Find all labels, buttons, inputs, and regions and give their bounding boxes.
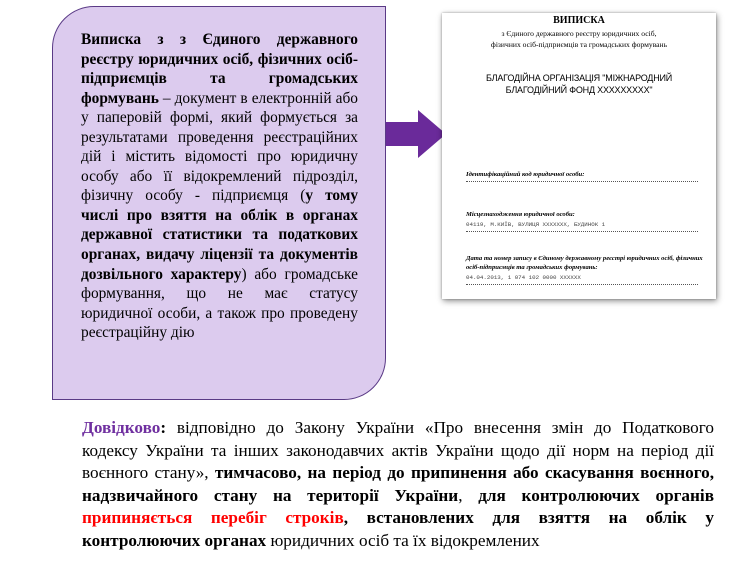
doc-org-line-2: БЛАГОДІЙНИЙ ФОНД ХХХХХХХХХ" [505,85,653,95]
extract-document-image [442,13,716,299]
note-bold-1: тимчасово, на період до припинення або скасування воєнного, надзвичайного стану на території України [82,463,715,505]
note-lead: Довідково [82,418,161,437]
doc-record-value: 04.04.2013, 1 074 102 0000 XXXXXX [466,274,581,281]
note-text-2: , [458,485,479,505]
doc-divider [466,181,698,182]
doc-id-label: Ідентифікаційний код юридичної особи: [466,171,585,178]
callout-text-3: ) або громадське формування, що не має статусу юридичної особи, а також про проведену реєстраційну дію [81,265,358,342]
note-colon: : [160,418,167,437]
definition-callout [52,6,386,400]
right-arrow-icon [386,110,446,158]
callout-text-1: – документ в електронній або у паперовій формі, який формується за результатами проведення реєстраційних дій і містить відомості про юридичну особу або її відокремлений підрозділ, фізичну особу - підприємця ( [81,89,358,205]
callout-bold-2: у тому числі про взяття на облік в органах державної статистики та податкових органах, видачу ліцензії та документів дозвільного характеру [81,187,359,283]
note-text-3: юридичних осіб та їх відокремлених [266,530,540,550]
doc-location-label: Місцезнаходження юридичної особи: [466,211,575,218]
doc-org-line-1: БЛАГОДІЙНА ОРГАНІЗАЦІЯ "МІЖНАРОДНИЙ [485,73,673,83]
doc-subtitle-1: з Єдиного державного реєстру юридичних осіб, [501,29,657,38]
note-red-highlight: припиняється перебіг строків [82,508,344,528]
note-bold-3: , встановлених для взяття на облік у контролюючих органах [82,508,714,550]
doc-record-label-1: Дата та номер запису в Єдиному державному реєстрі юридичних осіб, фізичних [466,255,703,262]
doc-title: ВИПИСКА [553,15,605,26]
doc-subtitle-2: фізичних осіб-підприємців та громадських формувань [490,40,668,49]
doc-record-label-2: осіб-підприємців та громадських формувань: [466,264,598,271]
callout-title: Виписка з з Єдиного державного реєстру юридичних осіб, фізичних осіб-підприємців та громадських формувань [81,31,358,107]
doc-divider [466,284,698,285]
reference-note [82,417,714,553]
doc-divider [466,231,698,232]
note-bold-2: для контролюючих органів [478,485,714,505]
doc-location-value: 04119, М.КИЇВ, ВУЛИЦЯ ХХХХХХХ, БУДИНОК 1 [466,221,606,228]
right-arrow-shape [386,110,446,158]
note-text-1: відповідно до Закону України «Про внесення змін до Податкового кодексу України та інших законодавчих актів України щодо дії норм на період дії воєнного стану», [82,418,714,483]
